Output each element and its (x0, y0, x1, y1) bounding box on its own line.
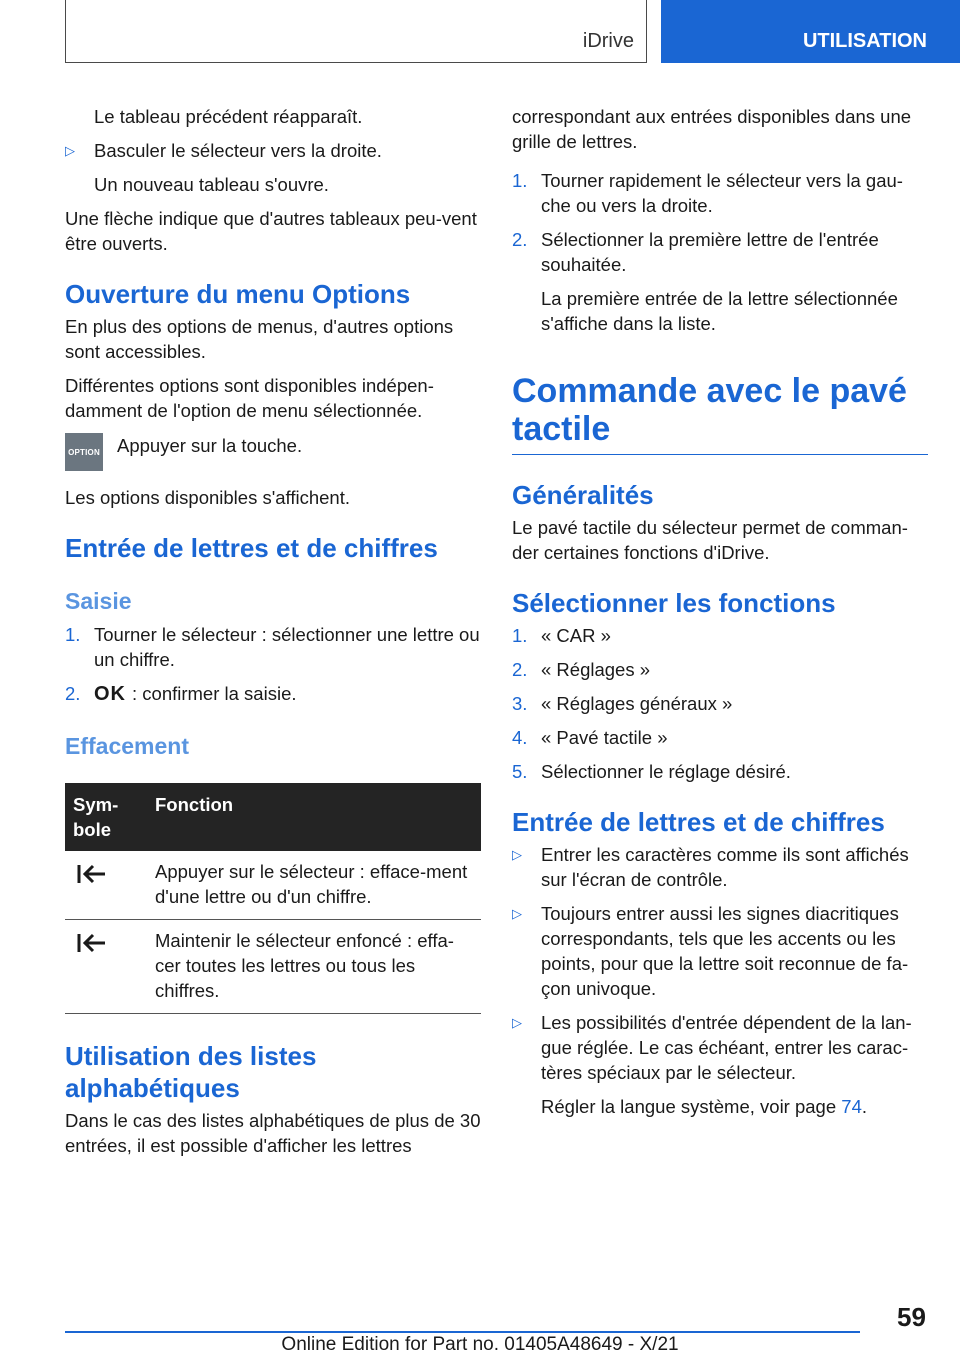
paragraph: Le pavé tactile du sélecteur permet de comman-der certaines fonctions d'iDrive. (512, 517, 908, 563)
right-column (512, 104, 928, 1128)
numbered-step: 1. « CAR » (512, 625, 611, 646)
heading-options: Ouverture du menu Options (65, 279, 411, 309)
header-section: iDrive (582, 30, 634, 52)
table-cell-function: Appuyer sur le sélecteur : efface-ment d'une lettre ou d'un chiffre. (147, 851, 481, 920)
paragraph: En plus des options de menus, d'autres options sont accessibles. (65, 316, 454, 362)
delete-symbol-table (65, 783, 481, 1014)
page-link[interactable]: 74 (841, 1096, 862, 1117)
triangle-bullet-icon: ▷ (65, 143, 75, 158)
ok-icon: OK (94, 683, 126, 705)
paragraph: Dans le cas des listes alphabétiques de plus de 30 entrées, il est possible d'afficher les lettres (65, 1110, 481, 1156)
numbered-step: 2. OK : confirmer la saisie. (65, 683, 297, 705)
bullet-item: ▷ Toujours entrer aussi les signes diacritiques correspondants, tels que les accents ou les points, pour que la lettre soit reconnue de fa-çon univoque. (512, 903, 909, 999)
numbered-step: 4. « Pavé tactile » (512, 727, 668, 748)
numbered-step: 3. « Réglages généraux » (512, 693, 733, 714)
numbered-step: 2. Sélectionner la première lettre de l'entrée souhaitée. (512, 229, 879, 275)
numbered-step: 1. Tourner rapidement le sélecteur vers la gau-che ou vers la droite. (512, 170, 903, 216)
footer-text: Online Edition for Part no. 01405A48649 - X/21 (281, 1334, 679, 1355)
paragraph: Le tableau précédent réapparaît. (94, 106, 363, 127)
backspace-arrow-icon (65, 920, 147, 1014)
numbered-step: 2. « Réglages » (512, 659, 651, 680)
paragraph: Les options disponibles s'affichent. (65, 487, 350, 508)
table-row (65, 851, 481, 920)
paragraph: Appuyer sur la touche. (117, 435, 303, 456)
paragraph: correspondant aux entrées disponibles dans une grille de lettres. (512, 106, 912, 152)
heading-saisie: Saisie (65, 588, 132, 614)
triangle-bullet-icon: ▷ (512, 847, 522, 862)
bullet-item: ▷ Les possibilités d'entrée dépendent de la lan-gue réglée. Le cas échéant, entrer les carac-tères spéciaux par le sélecteur. (512, 1012, 912, 1083)
table-row (65, 920, 481, 1014)
table-cell-function: Maintenir le sélecteur enfoncé : effa-cer toutes les lettres ou tous les chiffres. (147, 920, 481, 1014)
heading-effacement: Effacement (65, 733, 189, 759)
heading-touchpad: Commande avec le pavé tactile (512, 372, 928, 455)
footer-divider (65, 1331, 860, 1333)
triangle-bullet-icon: ▷ (512, 906, 522, 921)
paragraph: Différentes options sont disponibles indépen-damment de l'option de menu sélectionnée. (65, 375, 434, 421)
heading-general: Généralités (512, 480, 654, 510)
paragraph: Régler la langue système, voir page 74. (541, 1096, 867, 1117)
paragraph: Un nouveau tableau s'ouvre. (94, 174, 329, 195)
heading-entry: Entrée de lettres et de chiffres (65, 533, 438, 563)
option-key-row (65, 433, 481, 473)
bullet-item: ▷ Entrer les caractères comme ils sont affichés sur l'écran de contrôle. (512, 844, 909, 890)
left-column (65, 104, 481, 1167)
paragraph: Une flèche indique que d'autres tableaux peu-vent être ouverts. (65, 208, 477, 254)
header-chapter: UTILISATION (661, 0, 960, 63)
header-box (65, 0, 647, 63)
page-number: 59 (897, 1302, 926, 1332)
triangle-bullet-icon: ▷ (512, 1015, 522, 1030)
option-button-icon: OPTION (65, 433, 103, 471)
numbered-step: 5. Sélectionner le réglage désiré. (512, 761, 791, 782)
heading-select: Sélectionner les fonctions (512, 588, 836, 618)
numbered-step: 1. Tourner le sélecteur : sélectionner une lettre ou un chiffre. (65, 624, 480, 670)
table-header-symbol: Sym-bole (65, 783, 147, 851)
table-header-function: Fonction (147, 783, 481, 851)
paragraph: La première entrée de la lettre sélectionnée s'affiche dans la liste. (541, 288, 898, 334)
heading-entry-2: Entrée de lettres et de chiffres (512, 807, 885, 837)
heading-lists: Utilisation des listes alphabétiques (65, 1041, 317, 1103)
backspace-arrow-icon (65, 851, 147, 920)
bullet-item: ▷ Basculer le sélecteur vers la droite. (65, 140, 382, 161)
